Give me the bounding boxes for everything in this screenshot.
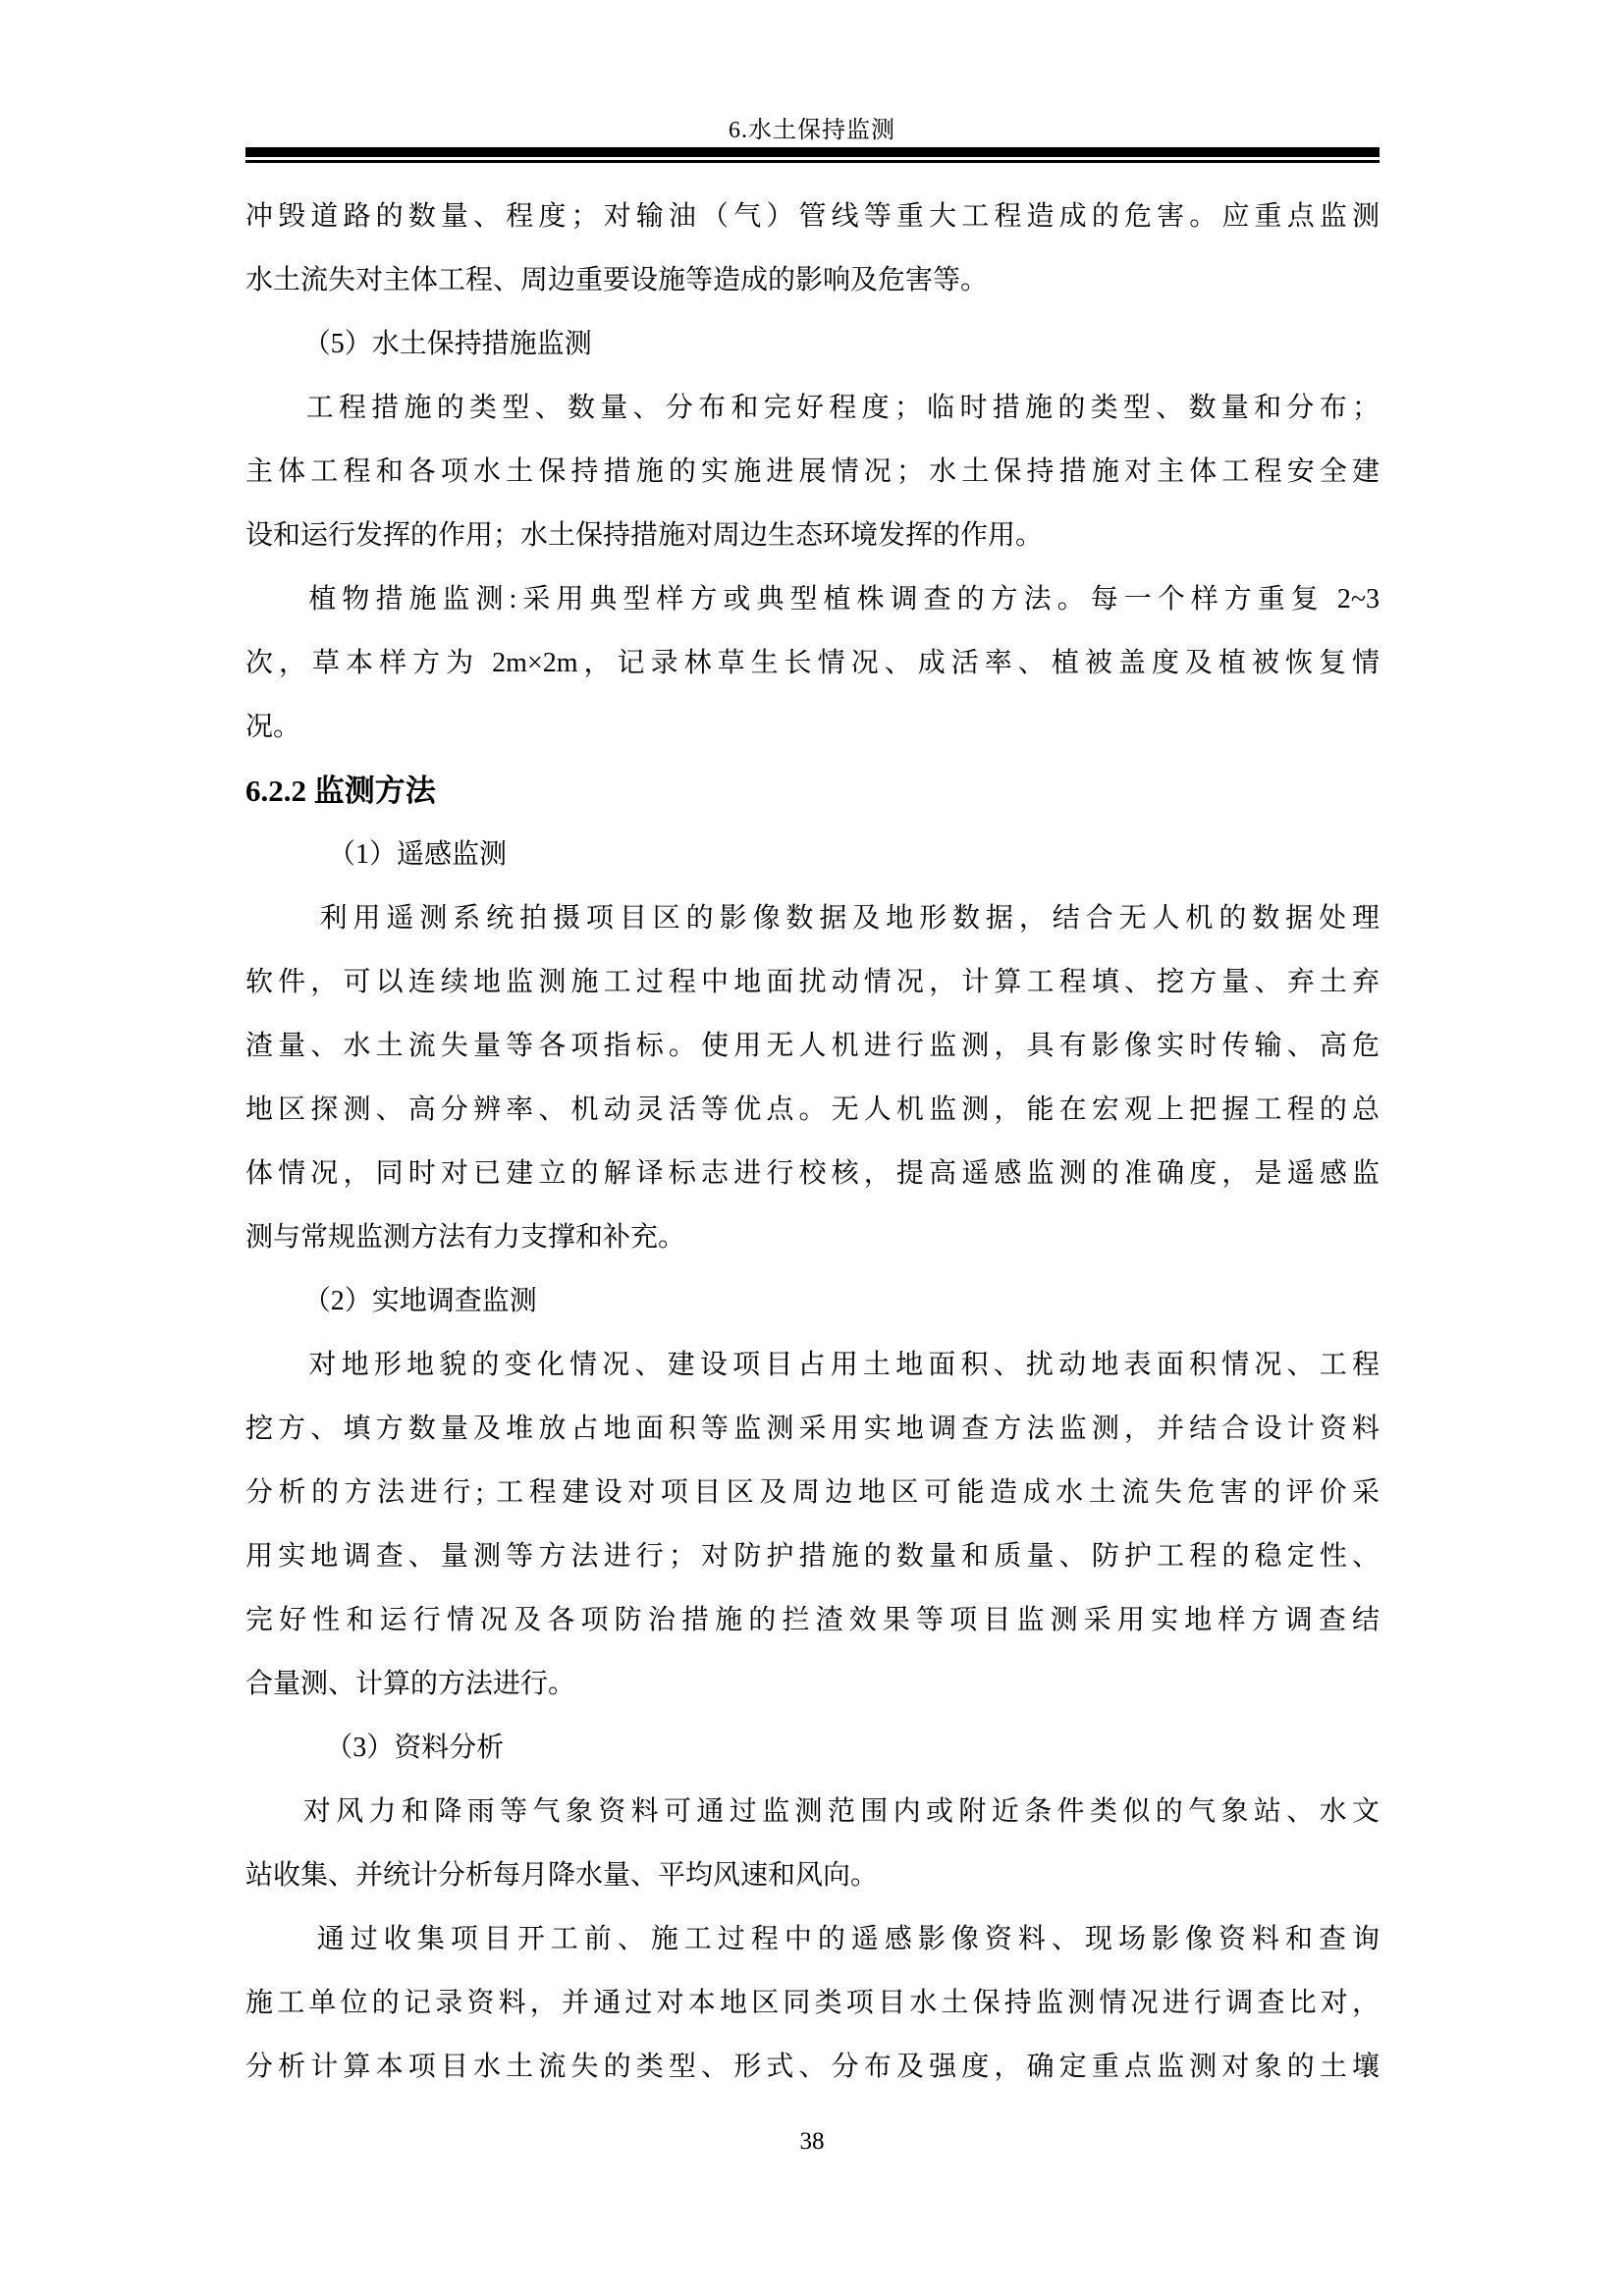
page-header-title: 6.水土保持监测 bbox=[729, 118, 895, 143]
text-line: 对地形地貌的变化情况、建设项目占用土地面积、扰动地表面积情况、工程 bbox=[308, 1350, 1380, 1380]
text-line: 地区探测、高分辨率、机动灵活等优点。无人机监测，能在宏观上把握工程的总 bbox=[245, 1095, 1380, 1125]
text-line: 施工单位的记录资料，并通过对本地区同类项目水土保持监测情况进行调查比对， bbox=[245, 1988, 1380, 2018]
text-line: 设和运行发挥的作用；水土保持措施对周边生态环境发挥的作用。 bbox=[245, 520, 1044, 551]
text-line: 分析计算本项目水土流失的类型、形式、分布及强度，确定重点监测对象的土壤 bbox=[245, 2052, 1380, 2082]
text-line: 分析的方法进行; 工程建设对项目区及周边地区可能造成水土流失危害的评价采 bbox=[245, 1477, 1380, 1508]
text-line: 软件，可以连续地监测施工过程中地面扰动情况，计算工程填、挖方量、弃土弃 bbox=[245, 967, 1380, 997]
text-line: 对风力和降雨等气象资料可通过监测范围内或附近条件类似的气象站、水文 bbox=[302, 1796, 1380, 1827]
text-line: 冲毁道路的数量、程度；对输油（气）管线等重大工程造成的危害。应重点监测 bbox=[245, 201, 1380, 232]
section-heading: 6.2.2 监测方法 bbox=[245, 774, 436, 808]
text-line: 合量测、计算的方法进行。 bbox=[245, 1669, 576, 1699]
text-line: 站收集、并统计分析每月降水量、平均风速和风向。 bbox=[245, 1860, 879, 1891]
list-item-heading: （3）资料分析 bbox=[325, 1733, 505, 1763]
text-line: 通过收集项目开工前、施工过程中的遥感影像资料、现场影像资料和查询 bbox=[316, 1924, 1380, 1954]
text-line: 测与常规监测方法有力支撑和补充。 bbox=[245, 1222, 686, 1253]
body-text-block bbox=[245, 185, 1380, 2099]
header-double-rule bbox=[245, 147, 1380, 163]
text-line: 工程措施的类型、数量、分布和完好程度；临时措施的类型、数量和分布； bbox=[305, 393, 1380, 423]
list-item-heading: （5）水土保持措施监测 bbox=[302, 329, 592, 359]
text-line: 渣量、水土流失量等各项指标。使用无人机进行监测，具有影像实时传输、高危 bbox=[245, 1031, 1380, 1061]
text-line: 用实地调查、量测等方法进行；对防护措施的数量和质量、防护工程的稳定性、 bbox=[245, 1541, 1380, 1572]
text-line: 况。 bbox=[245, 712, 301, 742]
text-line: 体情况，同时对已建立的解译标志进行校核，提高遥感监测的准确度，是遥感监 bbox=[245, 1158, 1380, 1189]
list-item-heading: （1）遥感监测 bbox=[328, 839, 508, 870]
text-line: 完好性和运行情况及各项防治措施的拦渣效果等项目监测采用实地样方调查结 bbox=[245, 1605, 1380, 1635]
text-line: 次，草本样方为 2m×2m，记录林草生长情况、成活率、植被盖度及植被恢复情 bbox=[245, 648, 1380, 678]
text-line: 主体工程和各项水土保持措施的实施进展情况；水土保持措施对主体工程安全建 bbox=[245, 456, 1380, 487]
text-line: 水土流失对主体工程、周边重要设施等造成的影响及危害等。 bbox=[245, 265, 989, 295]
text-line: 植物措施监测:采用典型样方或典型植株调查的方法。每一个样方重复 2~3 bbox=[308, 584, 1380, 614]
text-line: 挖方、填方数量及堆放占地面积等监测采用实地调查方法监测，并结合设计资料 bbox=[245, 1414, 1380, 1444]
text-line: 利用遥测系统拍摄项目区的影像数据及地形数据，结合无人机的数据处理 bbox=[319, 903, 1380, 934]
list-item-heading: （2）实地调查监测 bbox=[302, 1286, 537, 1316]
page-number: 38 bbox=[799, 2128, 825, 2155]
